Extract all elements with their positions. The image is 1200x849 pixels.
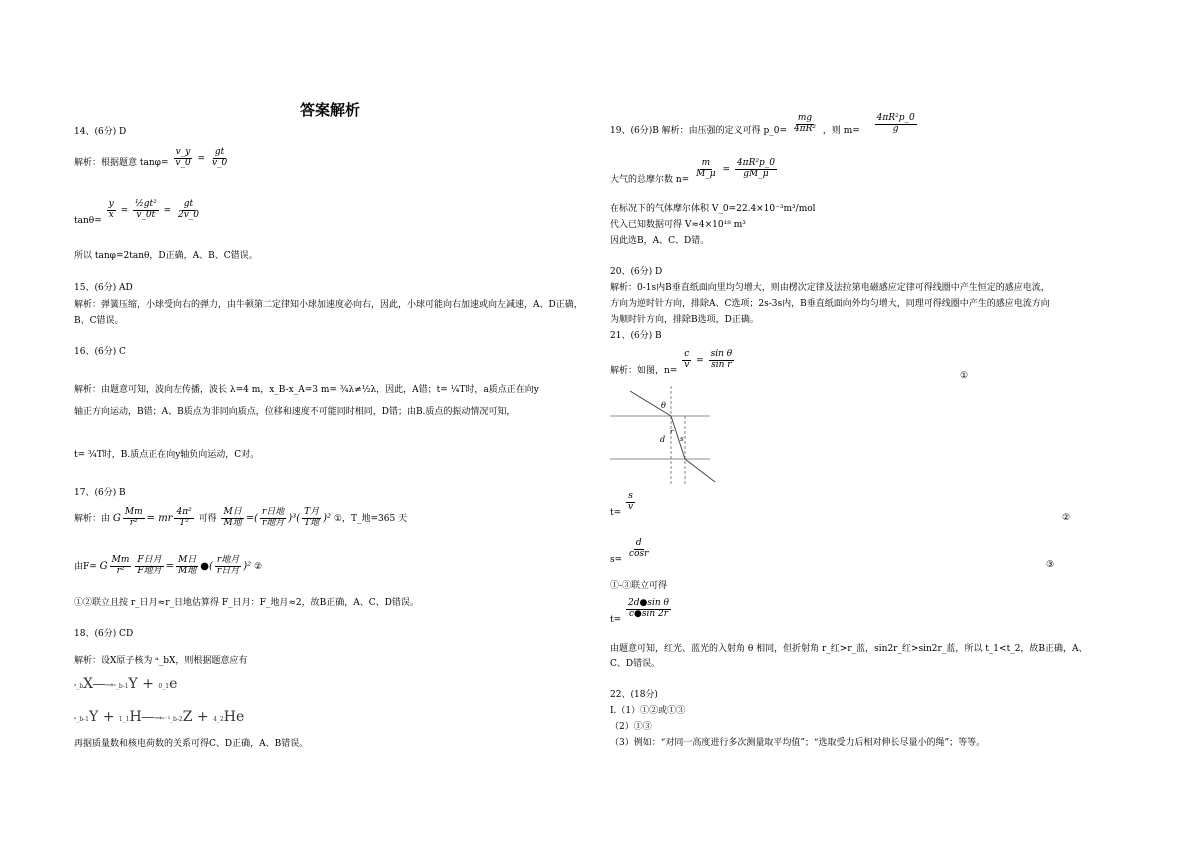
q21-conclusion-2: C、D错误。	[610, 659, 661, 669]
q17-gravitation-eq: G $\frac{Mm}{\text{r²}}$ = mr $\frac{\text{4π²}}{\text{T²}}$	[112, 507, 192, 528]
q17-l2-end: ②	[254, 561, 263, 572]
q14-heading: 14、(6分) D	[74, 127, 127, 137]
q15-heading: 15、(6分) AD	[74, 283, 133, 293]
q21-frac-s-v: $\frac{s}{v}$	[628, 491, 634, 512]
q19-then-m: ，则 m=	[822, 125, 860, 136]
q17-force-ratio-eq: G $\frac{Mm}{\text{r²}}$ $\frac{\text{F日月}}{\text{F地月}}$ = $\frac{\text{M日}}{\text{M地}}$ ●( $\frac{\text{r地月}}{\text{r日月}}$ )²	[99, 555, 252, 576]
q16-body-line-2: 轴正方向运动，B错；A、B质点为非同向质点，位移和速度不可能同时相同，D错；由B.质点的振动情况可知，	[74, 407, 516, 417]
q21-fig-label-r: r	[670, 428, 674, 436]
page-title: 答案解析	[300, 101, 361, 119]
q21-fig-label-theta: θ	[661, 401, 666, 410]
q21-conclusion-1: 由题意可知，红光、蓝光的入射角 θ 相同，但折射角 r_红>r_蓝，sin2r_红>sin2r_蓝，所以 t_1<t_2，故B正确，A、	[610, 644, 1088, 654]
q17-l2-prefix: 由F=	[74, 561, 97, 572]
q21-formula-n: 解析：如图，n= $\frac{c}{v}$ = $\frac{\text{sin θ}}{\text{sin r}}$	[610, 349, 733, 376]
q17-formula-1	[74, 508, 407, 529]
q14-formula-1: 解析：根据题意 tanφ= $\frac{v\_y}{v\_0}$ = $\frac{gt}{v\_0}$	[74, 147, 228, 168]
q21-formula-t2	[610, 598, 673, 625]
q22-line-1: Ⅰ.（1）①②或①③	[610, 706, 686, 716]
q21-frac-final: $\frac{\text{2d●sin θ}}{c●\sin 2r}$	[628, 598, 669, 619]
q17-mass-ratio-eq: $\frac{\text{M日}}{\text{M地}}$ =( $\frac{\text{r日地}}{\text{r地月}}$ )³( $\frac{\text{T月}}{\text{T地}}$ )²	[223, 507, 332, 528]
q20-line-2: 方向为逆时针方向，排除A、C选项；2s-3s内，B垂直纸面向外均匀增大，同理可得线圈中产生的感应电流方向	[610, 299, 1050, 309]
q18-conclusion: 再据质量数和核电荷数的关系可得C、D正确，A、B错误。	[74, 739, 309, 749]
q15-body: 解析：弹簧压缩，小球受向右的弹力，由牛顿第二定律知小球加速度必向右，因此，小球可能向右加速或向左减速，A、D正确，B、C错误。	[74, 300, 583, 327]
q19-frac-mg: $\frac{mg}{\text{4πR²}}$	[793, 113, 816, 134]
q19-formula-2: 大气的总摩尔数 n= $\frac{m}{M\_\mu}$ = $\frac{\text{4πR²p\_0}}{gM\_\mu}$	[610, 158, 775, 185]
q21-formula-t	[610, 491, 637, 518]
q14-l2-prefix: tanθ=	[74, 215, 102, 226]
q17-conclusion: ①②联立且按 r_日月≈r_日地估算得 F_日月：F_地月≈2，故B正确，A、C、D错误。	[74, 598, 419, 608]
q21-t2-prefix: t=	[610, 614, 622, 625]
q20-line-3: 为顺时针方向，排除B选项，D正确。	[610, 315, 759, 325]
q21-frac-d-cosr: $\frac{d}{\cos r}$	[629, 538, 649, 559]
q21-frac-sin: $\frac{\text{sin θ}}{\text{sin r}}$	[710, 349, 733, 370]
q19-l2-text: 大气的总摩尔数 n=	[610, 174, 690, 185]
q19-heading: 19、(6分)B 解析：由压强的定义可得 p_0=	[610, 125, 788, 136]
q14-frac-y-x: $\frac{y}{x}$	[108, 199, 114, 220]
q20-heading: 20、(6分) D	[610, 267, 663, 277]
q16-body-line-1: 解析：由题意可知，波向左传播，波长 λ=4 m，x_B-x_A=3 m= ¾λ≠½λ，因此，A错；t= ¼T时，a质点正在向y	[74, 385, 539, 395]
q16-body-line-3: t= ¾T时，B.质点正在向y轴负向运动，C对。	[74, 450, 260, 460]
q19-line-4: 代入已知数据可得 V≈4×10¹⁸ m³	[610, 220, 746, 230]
q14-l1-prefix: 解析：根据题意 tanφ=	[74, 157, 169, 168]
q22-line-2: （2）①③	[610, 722, 652, 732]
q21-marker-3: ③	[1046, 560, 1055, 570]
q14-frac-gt-v0: $\frac{gt}{v\_0}$	[211, 147, 228, 168]
q18-decay-equation-2: ᵃ_b-1Y + 1_1H──→ᵃ⁻³_b-2Z + 4_2He	[74, 709, 245, 725]
q14-frac-vy-v0: $\frac{v\_y}{v\_0}$	[175, 147, 191, 168]
q14-formula-2: tanθ= $\frac{y}{x}$ = $\frac{\text{½gt²}}{v\_0t}$ = $\frac{gt}{2v\_0}$	[74, 199, 200, 226]
q17-formula-2	[74, 556, 262, 577]
q18-body: 解析：设X原子核为 ᵃ_bX，则根据题意应有	[74, 656, 248, 666]
q20-line-1: 解析：0-1s内B垂直纸面向里均匀增大，则由楞次定律及法拉第电磁感应定律可得线圈中产生恒定的感应电流，	[610, 283, 1050, 293]
q21-t-prefix: t=	[610, 507, 622, 518]
q22-line-3: （3）例如：“对同一高度进行多次测量取平均值”；“选取受力后相对伸长尽量小的绳”；等等。	[610, 738, 986, 748]
q17-l1-end: ①，T_地=365 天	[333, 513, 408, 524]
q22-heading: 22、(18分)	[610, 690, 658, 700]
q21-fig-label-d: d	[660, 435, 666, 444]
q21-marker-2: ②	[1062, 513, 1071, 523]
q19-frac-n: $\frac{\text{4πR²p\_0}}{gM\_\mu}$	[736, 158, 775, 179]
q21-formula-s	[610, 538, 652, 565]
q21-fig-emergent-ray	[685, 459, 715, 482]
q17-l1-text: 解析：由	[74, 513, 111, 524]
q21-heading: 21、(6分) B	[610, 331, 662, 341]
q18-heading: 18、(6分) CD	[74, 629, 134, 639]
q14-frac-gt-2v0: $\frac{gt}{2v\_0}$	[177, 199, 200, 220]
q16-heading: 16、(6分) C	[74, 347, 126, 357]
q21-marker-1: ①	[960, 371, 969, 381]
q21-combine: ①-③联立可得	[610, 581, 668, 591]
q19-formula-1	[610, 114, 919, 135]
q19-frac-m-mu: $\frac{m}{M\_\mu}$	[696, 158, 716, 179]
q19-line-5: 因此选B，A、C、D错。	[610, 236, 710, 246]
q21-fig-label-s: s	[680, 435, 684, 443]
q17-l1-mid: 可得	[198, 513, 217, 524]
q21-l1-text: 解析：如图，n=	[610, 365, 678, 376]
q18-decay-equation-1: ᵃ_bX──→ᵃ_b-1Y + 0_1e	[74, 676, 178, 692]
q19-line-3: 在标况下的气体摩尔体积 V_0=22.4×10⁻³m³/mol	[610, 204, 816, 214]
q14-frac-half-gt2: $\frac{\text{½gt²}}{v\_0t}$	[134, 199, 157, 220]
q21-refraction-figure	[610, 386, 720, 486]
q21-frac-c-v: $\frac{c}{v}$	[684, 349, 690, 370]
q14-conclusion: 所以 tanφ=2tanθ，D正确，A、B、C错误。	[74, 251, 258, 261]
q21-s-prefix: s=	[610, 554, 623, 565]
q17-heading: 17、(6分) B	[74, 488, 126, 498]
q19-frac-mass: $\frac{\text{4πR²p\_0}}{g}$	[876, 113, 915, 134]
